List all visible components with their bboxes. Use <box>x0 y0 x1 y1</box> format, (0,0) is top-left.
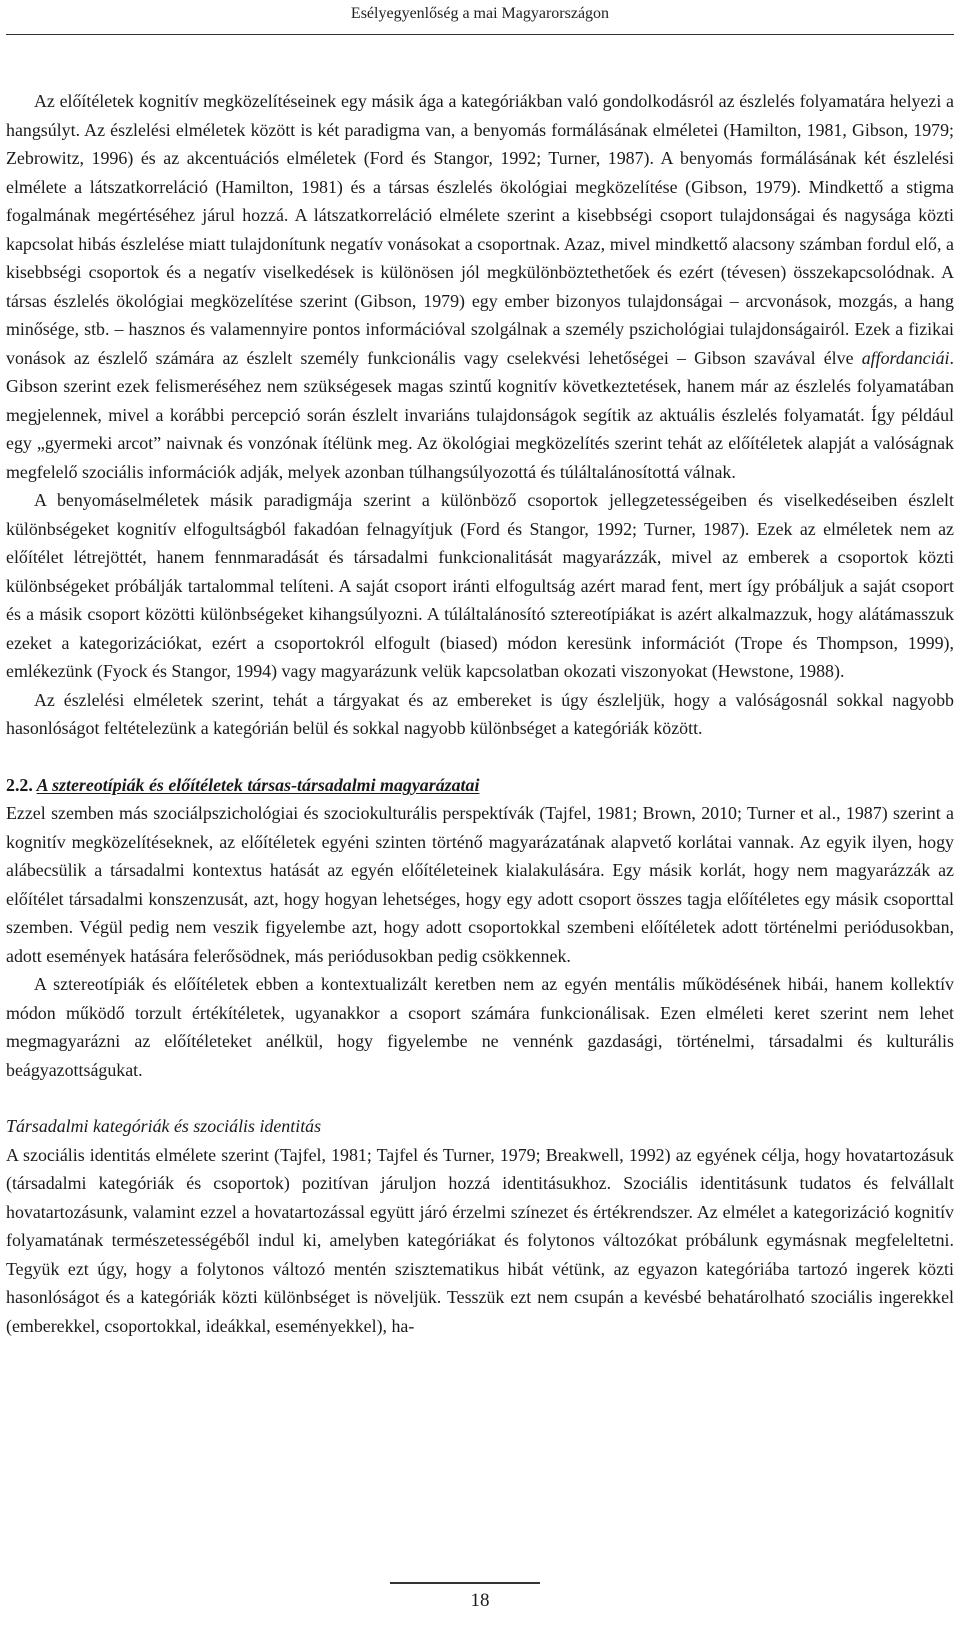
affordance-term: affordanciái <box>861 347 950 368</box>
subheading: Társadalmi kategóriák és szociális identitás <box>6 1116 322 1136</box>
paragraph-5: A sztereotípiák és előítéletek ebben a kontextualizált keretben nem az egyén mentális működésének hibái, hanem kollektív módon működő torzult értékítéletek, ugyanakkor a csoport számára funkcionálisak. Ezen elméleti keret szerint nem lehet megmagyarázni az előítéleteket anélkül, hogy figyelembe ne vennénk gazdasági, történelmi, társadalmi és kulturális beágyazottságukat. <box>6 974 954 1080</box>
paragraph-1-text: Az előítéletek kognitív megközelítéseinek egy másik ága a kategóriákban való gondolkodásról az észlelés folyamatára helyezi a hangsúlyt. Az észlelési elméletek között is két paradigma van, a benyomás formálásának elméletei (Hamilton, 1981, Gibson, 1979; Zebrowitz, 1996) és az akcentuációs elméletek (Ford és Stangor, 1992; Turner, 1987). A benyomás formálásának két észlelési elmélete a látszatkorreláció (Hamilton, 1981) és a társas észlelés ökológiai megközelítése (Gibson, 1979). Mindkettő a stigma fogalmának megértéséhez járul hozzá. A látszatkorreláció elmélete szerint a kisebbségi csoport tulajdonságai és nagysága közti kapcsolat hibás észlelése miatt tulajdonítunk negatív vonásokat a csoportnak. Azaz, mivel mindkettő alacsony számban fordul elő, a kisebbségi csoportok és a negatív viselkedések is különösen jól megkülönböztethetőek és ezért (tévesen) összekapcsolódnak. A társas észlelés ökológiai megközelítése szerint (Gibson, 1979) egy ember bizonyos tulajdonságai – arcvonások, mozgás, a hang minősége, stb. – hasznos és valamennyire pontos információval szolgálnak a személy pszichológiai tulajdonságairól. Ezek a fizikai vonások az észlelő számára az észlelt személy funkcionális vagy cselekvési lehetőségei – Gibson szavával élve <box>6 91 954 368</box>
paragraph-2: A benyomáselméletek másik paradigmája szerint a különböző csoportok jellegzetességeiben és viselkedéseiben észlelt különbségeket kognitív elfogultságból fakadóan felnagyítjuk (Ford és Stangor, 1992; Turner, 1987). Ezek az elméletek nem az előítélet létrejöttét, hanem fennmaradását és társadalmi funkcionalitását magyarázzák, mivel az emberek a csoportok közti különbségeket próbálják tartalommal telíteni. A saját csoport iránti elfogultság azért marad fent, mert így próbáljuk a saját csoport és a másik csoport közötti különbségeket kihangsúlyozni. A túláltalánosító sztereotípiákat is azért alkalmazzuk, hogy alátámasszuk ezeket a kategorizációkat, ezért a csoportokról elfogult (biased) módon keresünk információt (Trope és Thompson, 1999), emlékezünk (Fyock és Stangor, 1994) vagy magyarázunk velük kapcsolatban okozati viszonyokat (Hewstone, 1988). <box>6 490 954 681</box>
footer-divider <box>390 1582 540 1584</box>
paragraph-3: Az észlelési elméletek szerint, tehát a tárgyakat és az embereket is úgy észleljük, hogy a valóságosnál sokkal nagyobb hasonlóságot feltételezünk a kategórián belül és sokkal nagyobb különbséget a kategóriák között. <box>6 689 954 738</box>
paragraph-1-continued: . Gibson szerint ezek felismeréséhez nem szükségesek magas szintű kognitív következtetések, hanem már az észlelés folyamatában megjelennek, mivel a korábbi percepció során észlelt invariáns tulajdonságok segítik az aktuális észlelés folyamatát. Így például egy „gyermeki arcot” naivnak és vonzónak ítélünk meg. Az ökológiai megközelítés szerint tehát az előítéletek alapját a valóságnak megfelelő szociális információk adják, melyek azonban túlhangsúlyozottá és túláltalánosítottá válnak. <box>6 347 954 482</box>
section-title: A sztereotípiák és előítéletek társas-társadalmi magyarázatai <box>36 774 480 795</box>
paragraph-1 <box>6 87 954 486</box>
page-body <box>6 87 954 1340</box>
header-divider <box>6 34 954 35</box>
section-number: 2.2. <box>6 774 33 795</box>
running-header: Esélyegyenlőség a mai Magyarországon <box>350 5 610 22</box>
page-number: 18 <box>470 1590 490 1611</box>
spacer <box>6 743 954 771</box>
spacer <box>6 1084 954 1112</box>
paragraph-6: A szociális identitás elmélete szerint (Tajfel, 1981; Tajfel és Turner, 1979; Breakwell, 1992) az egyének célja, hogy hovatartozásuk (társadalmi kategóriák és csoportok) pozitívan járuljon hozzá identitásukhoz. Szociális identitásunk tudatos és felvállalt hovatartozásunk, valamint ezzel a hovatartozással együtt járó érzelmi színezet és értékrendszer. Az elmélet a kategorizáció kognitív folyamatának természetességéből indul ki, amelyben kategóriákat és folytonos változókat próbálunk egymásnak megfeleltetni. Tegyük ezt úgy, hogy a folytonos változó mentén szisztematikus hibát vétünk, az egyazon kategóriába tartozó ingerek közti hasonlóságot és a kategóriák közti különbséget is növeljük. Tesszük ezt nem csupán a kevésbé behatárolható szociális ingerekkel (emberekkel, csoportokkal, ideákkal, eseményekkel), ha- <box>6 1144 954 1336</box>
section-heading <box>6 771 954 800</box>
paragraph-4: Ezzel szemben más szociálpszichológiai és szociokulturális perspektívák (Tajfel, 1981; Brown, 2010; Turner et al., 1987) szerint a kognitív megközelítéseknek, az előítéletek egyéni szinten történő magyarázatának alapvető korlátai vannak. Az egyik ilyen, hogy alábecsülik a társadalmi kontextus hatását az egyén előítéleteinek kialakulására. Egy másik korlát, hogy nem magyarázzák az előítélet társadalmi konszenzusát, azt, hogy hogyan lehetséges, hogy egy adott csoport összes tagja előítéletes egy másik csoporttal szemben. Végül pedig nem veszik figyelembe azt, hogy adott csoportokkal szembeni előítéletek adott történelmi periódusokban, adott események hatására felerősödnek, más periódusokban pedig csökkennek. <box>6 803 954 966</box>
